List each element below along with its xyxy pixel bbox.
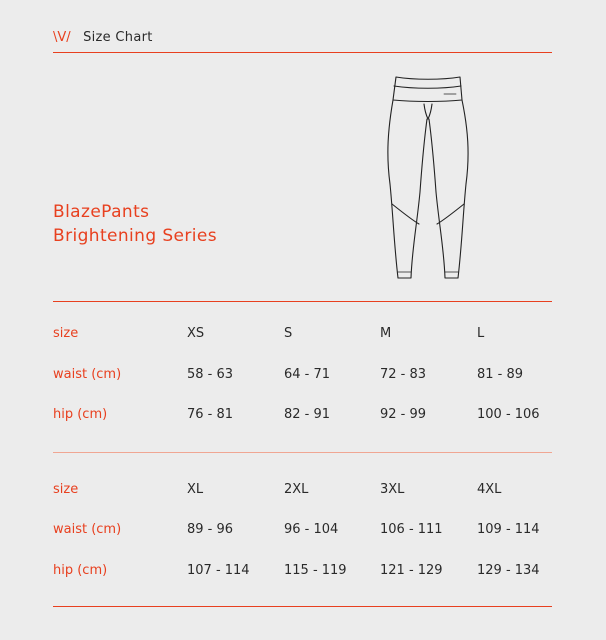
row-label: size [53, 482, 79, 497]
table-divider [53, 452, 552, 453]
table-cell: 58 - 63 [187, 367, 234, 382]
row-label: hip (cm) [53, 407, 108, 422]
row-label: size [53, 326, 79, 341]
page-header [53, 30, 153, 45]
row-label: waist (cm) [53, 367, 122, 382]
table-cell: 106 - 111 [380, 522, 443, 537]
table-row [53, 561, 552, 581]
table-cell: 82 - 91 [284, 407, 331, 422]
table-cell: 4XL [477, 482, 502, 497]
row-label: hip (cm) [53, 563, 108, 578]
table-cell: 64 - 71 [284, 367, 331, 382]
table-cell: 3XL [380, 482, 405, 497]
product-name: BlazePants [53, 202, 150, 222]
table-cell: 76 - 81 [187, 407, 234, 422]
page-title: Size Chart [83, 30, 153, 45]
table-top-divider [53, 301, 552, 302]
table-cell: 81 - 89 [477, 367, 524, 382]
table-cell: 92 - 99 [380, 407, 427, 422]
product-series: Brightening Series [53, 226, 218, 246]
table-cell: L [477, 326, 485, 341]
table-cell: 109 - 114 [477, 522, 540, 537]
table-cell: M [380, 326, 392, 341]
brand-logo-icon: \V/ [53, 30, 71, 45]
table-cell: XS [187, 326, 205, 341]
table-cell: 129 - 134 [477, 563, 540, 578]
table-cell: 2XL [284, 482, 309, 497]
table-cell: 72 - 83 [380, 367, 427, 382]
table-cell: 115 - 119 [284, 563, 347, 578]
header-divider [53, 52, 552, 53]
table-row [53, 520, 552, 540]
table-row [53, 324, 552, 344]
table-cell: 100 - 106 [477, 407, 540, 422]
table-row [53, 480, 552, 500]
table-row [53, 405, 552, 425]
leggings-illustration [384, 74, 472, 282]
table-row [53, 365, 552, 385]
table-cell: S [284, 326, 293, 341]
table-cell: 89 - 96 [187, 522, 234, 537]
row-label: waist (cm) [53, 522, 122, 537]
table-cell: 121 - 129 [380, 563, 443, 578]
product-title-block [53, 200, 217, 248]
table-cell: 96 - 104 [284, 522, 339, 537]
table-bottom-divider [53, 606, 552, 607]
table-cell: XL [187, 482, 204, 497]
table-cell: 107 - 114 [187, 563, 250, 578]
